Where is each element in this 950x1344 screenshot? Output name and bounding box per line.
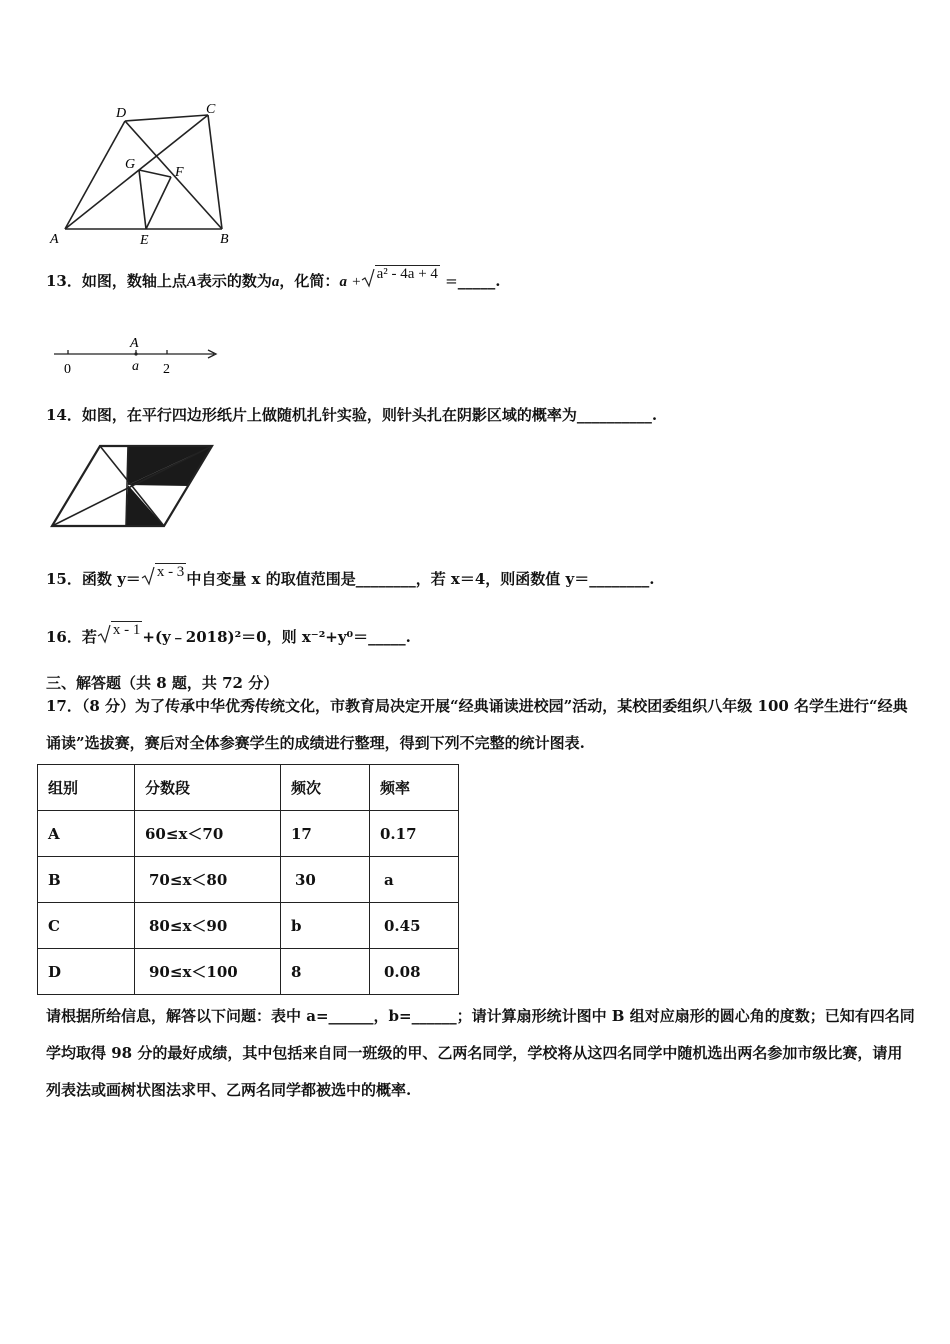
- label-G: G: [125, 157, 136, 172]
- numberline-tick-a: a: [132, 359, 139, 374]
- numberline-tick-2: 2: [163, 362, 170, 377]
- number-line: [48, 332, 228, 380]
- q13-text2: 表示的数为: [196, 272, 272, 290]
- table-cell: 30: [281, 857, 370, 903]
- table-row: [38, 857, 459, 903]
- table-header: 组别: [38, 765, 135, 811]
- q13-point: A: [186, 274, 197, 290]
- q13-text3: ，化简：: [279, 272, 340, 290]
- q13-var: a: [271, 274, 280, 290]
- table-cell: 0.17: [370, 811, 459, 857]
- question-15: [46, 566, 654, 589]
- sqrt-sign: [361, 268, 375, 288]
- numberline-point-A: A: [130, 336, 139, 351]
- q13-expr-a: a: [339, 274, 347, 290]
- question-13: [46, 268, 500, 291]
- table-cell: D: [38, 949, 135, 995]
- table-cell: 0.08: [370, 949, 459, 995]
- question-16: [46, 624, 411, 647]
- q15-prefix: 15．函数 y＝: [46, 570, 141, 588]
- table-cell: a: [370, 857, 459, 903]
- table-header: 分数段: [135, 765, 281, 811]
- q16-prefix: 16．若: [46, 628, 97, 646]
- question-17-followup: 请根据所给信息，解答以下问题：表中 a=______，b=______；请计算扇形统计图中 B 组对应扇形的圆心角的度数；已知有四名同学均取得 98 分的最好成绩，其中包括来自同一班级的甲、乙两名同学，学校将从这四名同学中随机选出两名参加市级比赛，请用列表法或画树状图法求甲、乙两名同学都被选中的概率.: [46, 1007, 915, 1099]
- score-table: [37, 764, 459, 995]
- table-row: [38, 949, 459, 995]
- table-header: 频次: [281, 765, 370, 811]
- q13-text: 如图，数轴上点: [81, 272, 187, 290]
- table-header: 频率: [370, 765, 459, 811]
- numberline-tick-0: 0: [64, 362, 71, 377]
- shaded-parallelogram-figure: [48, 440, 218, 532]
- table-cell: 60≤x＜70: [135, 811, 281, 857]
- table-cell: 70≤x＜80: [135, 857, 281, 903]
- sqrt-sign: [97, 624, 111, 644]
- table-cell: 0.45: [370, 903, 459, 949]
- q13-end: .: [495, 272, 501, 290]
- q13-sqrt-expression: [352, 266, 440, 290]
- q13-number: 13．: [46, 272, 82, 290]
- label-F: F: [175, 165, 184, 180]
- table-cell: b: [281, 903, 370, 949]
- question-17-intro: 17．（8 分）为了传承中华优秀传统文化，市教育局决定开展“经典诵读进校园”活动，某校团委组织八年级 100 名学生进行“经典诵读”选拔赛，赛后对全体参赛学生的成绩进行整理，得到下列不完整的统计图表.: [46, 697, 908, 752]
- q16-sqrt: [97, 622, 143, 646]
- q13-blank: _____: [457, 272, 496, 290]
- label-D: D: [116, 106, 127, 121]
- table-cell: B: [38, 857, 135, 903]
- question-14: 14．如图，在平行四边形纸片上做随机扎针实验，则针头扎在阴影区域的概率为__________.: [46, 406, 658, 424]
- label-B: B: [220, 232, 229, 247]
- q15-sqrt: [141, 564, 187, 588]
- table-row: [38, 903, 459, 949]
- q16-radicand: x - 1: [112, 622, 141, 638]
- table-cell: A: [38, 811, 135, 857]
- label-E: E: [140, 233, 149, 248]
- q13-radicand: a² - 4a + 4: [376, 266, 438, 282]
- table-header-row: [38, 765, 459, 811]
- label-A: A: [50, 232, 59, 247]
- table-cell: 8: [281, 949, 370, 995]
- table-row: [38, 811, 459, 857]
- table-cell: 80≤x＜90: [135, 903, 281, 949]
- sqrt-sign: [141, 566, 155, 586]
- table-cell: C: [38, 903, 135, 949]
- q15-radicand: x - 3: [156, 564, 185, 580]
- label-C: C: [206, 102, 216, 117]
- table-cell: 17: [281, 811, 370, 857]
- quadrilateral-figure: [40, 95, 250, 255]
- q16-mid: +(y﹣2018)²＝0，则 x⁻²+y⁰＝_____.: [142, 628, 411, 646]
- q13-equals: =: [445, 272, 458, 290]
- section-3-title: 三、解答题（共 8 题，共 72 分）: [46, 674, 279, 692]
- q13-plus: +: [352, 274, 361, 290]
- table-cell: 90≤x＜100: [135, 949, 281, 995]
- q15-suffix: 中自变量 x 的取值范围是________，若 x＝4，则函数值 y＝________.: [186, 570, 655, 588]
